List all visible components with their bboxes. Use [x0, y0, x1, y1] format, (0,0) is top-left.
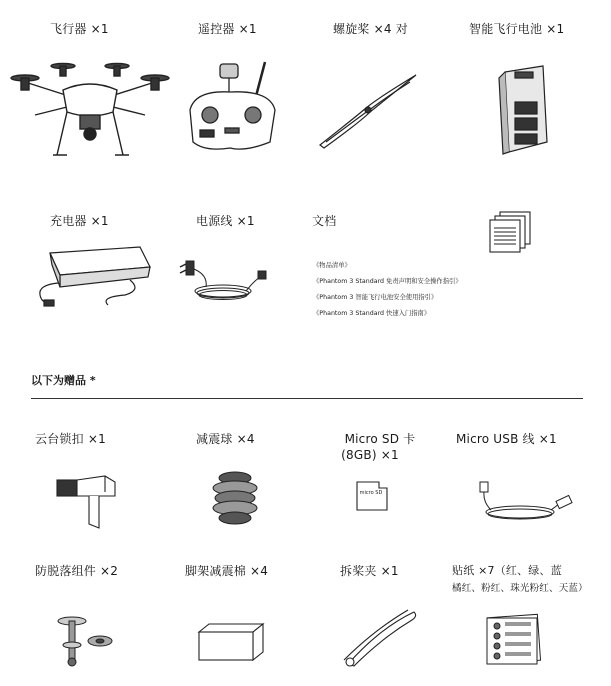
remote-image	[185, 60, 280, 155]
documents-icon	[486, 210, 534, 254]
drone-label: 飞行器 ×1	[50, 22, 109, 36]
stickers-label-line1: 贴纸 ×7（红、绿、蓝	[452, 564, 562, 577]
anti-drop-label: 防脱落组件 ×2	[35, 564, 119, 578]
prop-remover-image	[340, 608, 420, 668]
prop-remover-label: 拆桨夹 ×1	[340, 564, 399, 578]
stickers-label-line2: 橘红、粉红、珠光粉红、天蓝）	[452, 583, 588, 594]
documents-label: 文档	[312, 214, 337, 228]
remote-label: 遥控器 ×1	[198, 22, 257, 36]
charger-label: 充电器 ×1	[50, 214, 109, 228]
power-cable-image	[178, 255, 268, 310]
gimbal-lock-image	[55, 472, 120, 532]
gimbal-lock-label: 云台锁扣 ×1	[35, 432, 106, 446]
gifts-divider	[31, 398, 583, 399]
foam-label: 脚架减震棉 ×4	[185, 564, 269, 578]
propellers-label: 螺旋桨 ×4 对	[333, 22, 408, 36]
charger-image	[30, 245, 170, 315]
microsd-label-line2: (8GB) ×1	[341, 448, 399, 462]
battery-image	[495, 62, 550, 157]
doc-item-disclaimer: 《Phantom 3 Standard 免责声明和安全操作指引》	[313, 278, 462, 285]
anti-drop-image	[50, 615, 120, 670]
power-cable-label: 电源线 ×1	[196, 214, 255, 228]
doc-item-battery-guide: 《Phantom 3 智能飞行电池安全使用指引》	[313, 294, 438, 301]
propellers-image	[318, 70, 418, 150]
microsd-card-text: micro SD	[359, 490, 383, 496]
stickers-image	[485, 612, 543, 666]
usb-cable-label: Micro USB 线 ×1	[456, 432, 557, 446]
drone-image	[5, 60, 175, 160]
dampers-label: 减震球 ×4	[196, 432, 255, 446]
usb-cable-image	[465, 480, 575, 530]
battery-label: 智能飞行电池 ×1	[469, 22, 565, 36]
foam-image	[197, 622, 267, 662]
microsd-label-line1: Micro SD 卡	[344, 432, 416, 446]
gifts-section-title: 以下为赠品 *	[31, 374, 96, 387]
dampers-image	[210, 470, 260, 526]
doc-item-quick-start: 《Phantom 3 Standard 快速入门指南》	[313, 310, 431, 317]
doc-item-packing-list: 《物品清单》	[313, 262, 351, 269]
